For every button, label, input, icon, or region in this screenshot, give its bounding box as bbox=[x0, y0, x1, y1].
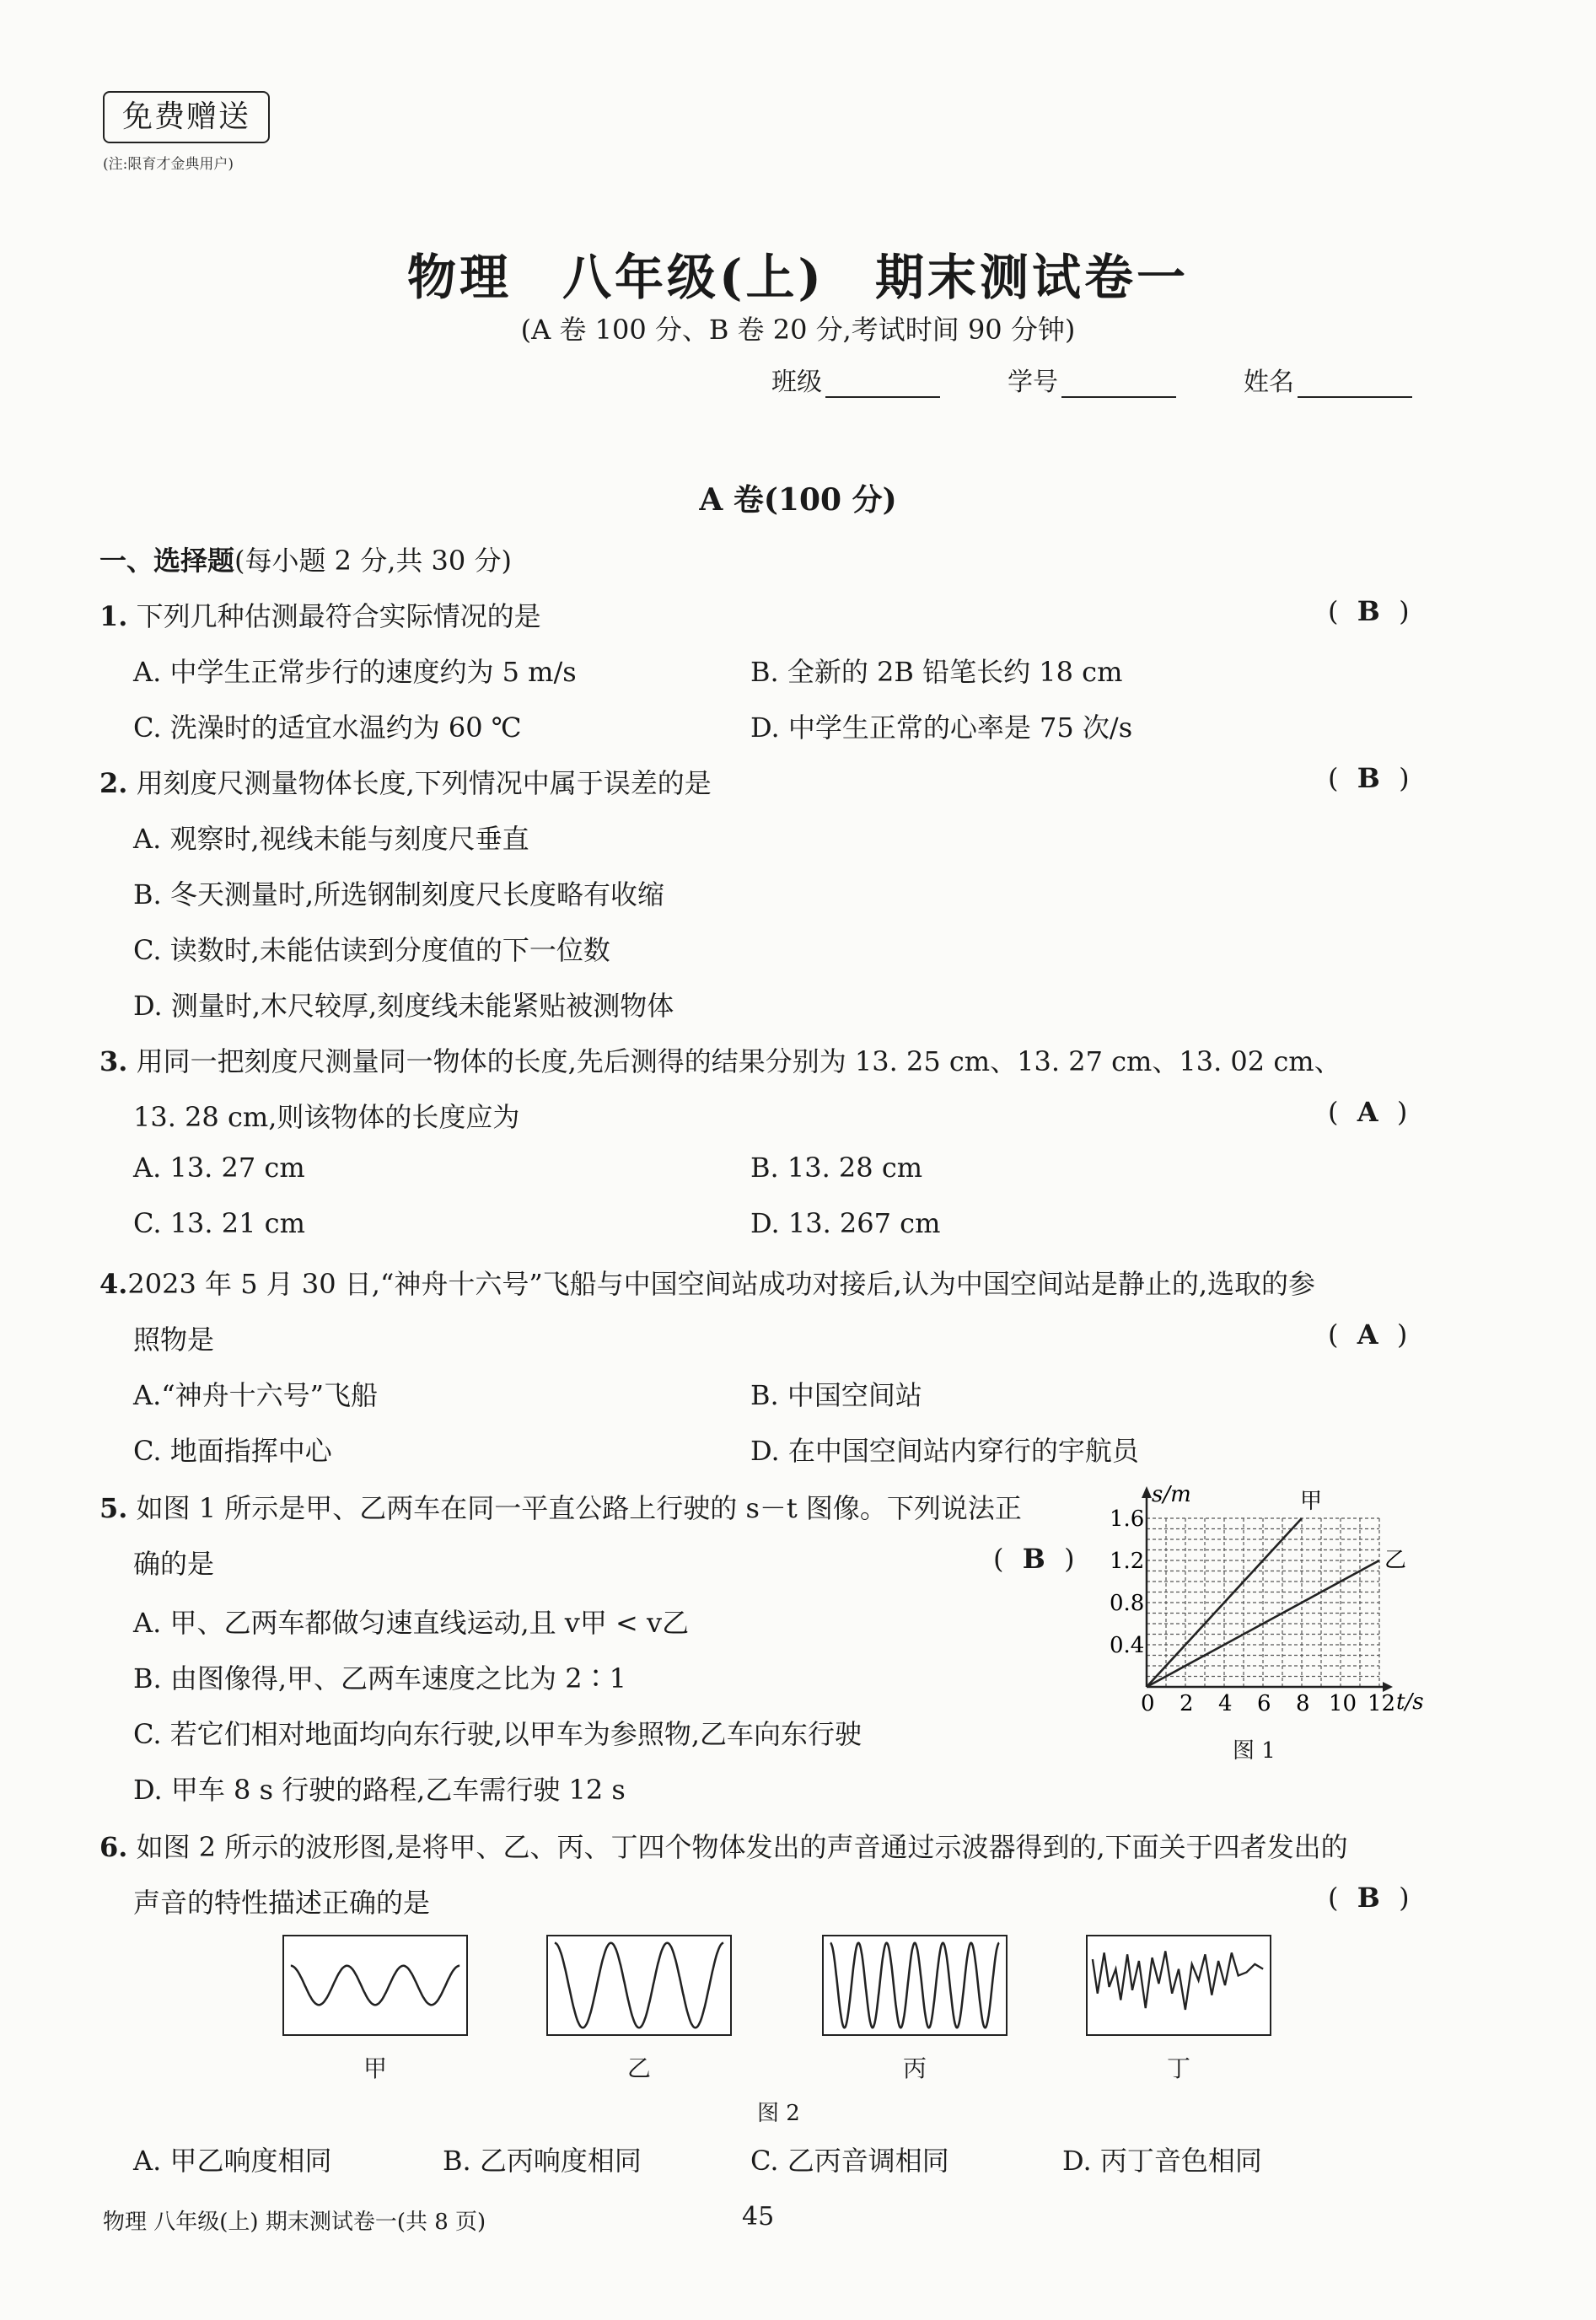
q5-num: 5. bbox=[99, 1492, 128, 1524]
q6-option-a: A. 甲乙响度相同 bbox=[133, 2145, 332, 2177]
q4-text: 2023 年 5 月 30 日,“神舟十六号”飞船与中国空间站成功对接后,认为中国空间站是静止的,选取的参 bbox=[127, 1268, 1316, 1300]
y-axis-label: s/m bbox=[1152, 1482, 1191, 1507]
q3-answer bbox=[1328, 1096, 1407, 1128]
id-blank bbox=[1061, 373, 1176, 398]
q3-text: 用同一把刻度尺测量同一物体的长度,先后测得的结果分别为 13. 25 cm、13. 27 cm、13. 02 cm、 bbox=[136, 1045, 1341, 1077]
q5-stem bbox=[99, 1487, 1022, 1526]
page-title bbox=[0, 238, 1596, 309]
q2-option-b: B. 冬天测量时,所选钢制刻度尺长度略有收缩 bbox=[133, 878, 665, 910]
q6-option-b: B. 乙丙响度相同 bbox=[443, 2145, 642, 2177]
y-tick-label: 0.8 bbox=[1110, 1591, 1145, 1616]
q2-stem bbox=[99, 762, 712, 801]
class-blank bbox=[825, 373, 940, 398]
q6-text: 如图 2 所示的波形图,是将甲、乙、丙、丁四个物体发出的声音通过示波器得到的,下面关于四者发出的 bbox=[136, 1831, 1348, 1863]
q1-option-b: B. 全新的 2B 铅笔长约 18 cm bbox=[750, 656, 1123, 688]
q3-option-c: C. 13. 21 cm bbox=[133, 1207, 305, 1239]
q4-answer-letter: A bbox=[1357, 1318, 1378, 1351]
q2-answer bbox=[1328, 762, 1410, 794]
section-a-heading: A 卷(100 分) bbox=[699, 482, 897, 518]
part1-heading bbox=[99, 540, 512, 578]
q3-answer-letter: A bbox=[1357, 1096, 1378, 1128]
q1-num: 1. bbox=[99, 600, 128, 632]
q5-option-a: A. 甲、乙两车都做匀速直线运动,且 v甲 < v乙 bbox=[133, 1607, 690, 1639]
paren-open: ( bbox=[1328, 595, 1339, 627]
figure1-grid bbox=[1147, 1518, 1379, 1687]
title-subject: 物理 bbox=[407, 249, 513, 306]
q5-option-c: C. 若它们相对地面均向东行驶,以甲车为参照物,乙车向东行驶 bbox=[133, 1718, 862, 1750]
q6-option-d: D. 丙丁音色相同 bbox=[1062, 2145, 1262, 2177]
x-tick-label: 4 bbox=[1218, 1691, 1233, 1716]
q3-stem-line2: 13. 28 cm,则该物体的长度应为 bbox=[133, 1101, 520, 1133]
q1-text: 下列几种估测最符合实际情况的是 bbox=[136, 600, 541, 632]
paren-open: ( bbox=[1328, 1318, 1339, 1351]
y-tick-label: 0.4 bbox=[1110, 1633, 1145, 1658]
page-number: 45 bbox=[742, 2202, 775, 2231]
q6-answer-letter: B bbox=[1357, 1882, 1380, 1914]
x-axis-label: t/s bbox=[1396, 1689, 1424, 1715]
x-tick-label: 2 bbox=[1180, 1691, 1194, 1716]
page-subtitle: (A 卷 100 分、B 卷 20 分,考试时间 90 分钟) bbox=[520, 314, 1076, 346]
q1-option-c: C. 洗澡时的适宜水温约为 60 ℃ bbox=[133, 712, 522, 744]
waveform-jia-svg bbox=[284, 1936, 466, 2034]
paren-close: ) bbox=[1396, 1096, 1408, 1128]
part1-num: 一、选择题 bbox=[99, 545, 235, 577]
q2-num: 2. bbox=[99, 767, 128, 799]
q1-stem bbox=[99, 595, 541, 634]
waveform-ding-svg bbox=[1088, 1936, 1270, 2034]
id-field bbox=[1008, 361, 1176, 398]
paren-close: ) bbox=[1064, 1543, 1075, 1575]
figure1-chart bbox=[1096, 1480, 1433, 1766]
paren-open: ( bbox=[1328, 762, 1339, 794]
q4-num: 4. bbox=[99, 1268, 128, 1300]
q1-answer-letter: B bbox=[1357, 595, 1380, 627]
waveform-yi-svg bbox=[548, 1936, 730, 2034]
name-blank bbox=[1298, 373, 1412, 398]
x-tick-label: 0 bbox=[1141, 1691, 1155, 1716]
waveform-yi bbox=[546, 1935, 732, 2036]
q5-option-d: D. 甲车 8 s 行驶的路程,乙车需行驶 12 s bbox=[133, 1774, 626, 1806]
y-tick-label: 1.6 bbox=[1110, 1506, 1145, 1532]
q3-option-b: B. 13. 28 cm bbox=[750, 1152, 923, 1184]
q6-option-c: C. 乙丙音调相同 bbox=[750, 2145, 949, 2177]
title-grade: 八年级(上) bbox=[562, 249, 825, 306]
q3-num: 3. bbox=[99, 1045, 128, 1077]
waveform-trace bbox=[555, 1943, 723, 2028]
waveform-bing bbox=[822, 1935, 1008, 2036]
q5-stem-line2: 确的是 bbox=[133, 1548, 215, 1580]
q3-option-a: A. 13. 27 cm bbox=[133, 1152, 305, 1184]
name-field bbox=[1244, 361, 1412, 398]
waveform-label-ding: 丁 bbox=[1166, 2054, 1190, 2082]
figure2-caption: 图 2 bbox=[757, 2101, 800, 2126]
q5-text: 如图 1 所示是甲、乙两车在同一平直公路上行驶的 s－t 图像。下列说法正 bbox=[136, 1492, 1022, 1524]
x-tick-label: 10 bbox=[1329, 1691, 1357, 1716]
waveform-label-jia: 甲 bbox=[363, 2054, 387, 2082]
paren-open: ( bbox=[1328, 1882, 1339, 1914]
figure1-svg bbox=[1096, 1480, 1433, 1766]
x-tick-label: 12 bbox=[1368, 1691, 1396, 1716]
waveform-trace bbox=[830, 1943, 999, 2028]
id-label: 学号 bbox=[1008, 368, 1058, 397]
paren-open: ( bbox=[993, 1543, 1004, 1575]
q3-option-d: D. 13. 267 cm bbox=[750, 1207, 941, 1239]
waveform-jia bbox=[282, 1935, 468, 2036]
x-tick-label: 6 bbox=[1257, 1691, 1271, 1716]
q5-answer-letter: B bbox=[1022, 1543, 1045, 1575]
q1-option-d: D. 中学生正常的心率是 75 次/s bbox=[750, 712, 1133, 744]
waveform-label-bing: 丙 bbox=[902, 2054, 927, 2082]
paren-close: ) bbox=[1399, 762, 1410, 794]
q1-answer bbox=[1328, 595, 1410, 627]
y-axis-arrow bbox=[1142, 1486, 1152, 1498]
q4-stem bbox=[99, 1263, 1315, 1302]
q2-text: 用刻度尺测量物体长度,下列情况中属于误差的是 bbox=[136, 767, 712, 799]
q6-answer bbox=[1328, 1882, 1410, 1914]
part1-desc: (每小题 2 分,共 30 分) bbox=[234, 545, 512, 577]
name-label: 姓名 bbox=[1244, 368, 1294, 397]
title-exam: 期末测试卷一 bbox=[874, 249, 1189, 306]
q2-option-a: A. 观察时,视线未能与刻度尺垂直 bbox=[133, 823, 529, 855]
q4-stem-line2: 照物是 bbox=[133, 1324, 215, 1356]
line-a-label: 甲 bbox=[1300, 1489, 1323, 1514]
promo-note: (注:限育才金典用户) bbox=[103, 156, 234, 173]
class-label: 班级 bbox=[771, 368, 822, 397]
q3-stem bbox=[99, 1040, 1341, 1079]
q2-option-d: D. 测量时,木尺较厚,刻度线未能紧贴被测物体 bbox=[133, 990, 674, 1022]
line-b-label: 乙 bbox=[1384, 1548, 1407, 1573]
paren-open: ( bbox=[1328, 1096, 1339, 1128]
waveform-label-yi: 乙 bbox=[626, 2054, 651, 2082]
paren-close: ) bbox=[1399, 1882, 1410, 1914]
q5-option-b: B. 由图像得,甲、乙两车速度之比为 2∶1 bbox=[133, 1662, 626, 1694]
x-tick-label: 8 bbox=[1296, 1691, 1310, 1716]
figure1-caption: 图 1 bbox=[1233, 1738, 1276, 1764]
q2-option-c: C. 读数时,未能估读到分度值的下一位数 bbox=[133, 934, 610, 966]
waveform-trace bbox=[291, 1966, 459, 2005]
q4-option-a: A.“神舟十六号”飞船 bbox=[133, 1379, 379, 1411]
q2-answer-letter: B bbox=[1357, 762, 1380, 794]
q4-option-c: C. 地面指挥中心 bbox=[133, 1435, 332, 1467]
class-field bbox=[771, 361, 940, 398]
q4-option-d: D. 在中国空间站内穿行的宇航员 bbox=[750, 1435, 1139, 1467]
q6-stem bbox=[99, 1826, 1348, 1865]
q1-option-a: A. 中学生正常步行的速度约为 5 m/s bbox=[133, 656, 577, 688]
paren-close: ) bbox=[1396, 1318, 1408, 1351]
footer-text: 物理 八年级(上) 期末测试卷一(共 8 页) bbox=[103, 2210, 486, 2235]
paren-close: ) bbox=[1399, 595, 1410, 627]
waveform-trace bbox=[1093, 1951, 1263, 2010]
waveform-ding bbox=[1086, 1935, 1271, 2036]
y-tick-label: 1.2 bbox=[1110, 1549, 1145, 1574]
waveform-bing-svg bbox=[824, 1936, 1006, 2034]
q5-answer bbox=[993, 1543, 1075, 1575]
q6-num: 6. bbox=[99, 1831, 128, 1863]
q4-answer bbox=[1328, 1318, 1407, 1351]
q6-stem-line2: 声音的特性描述正确的是 bbox=[133, 1887, 431, 1919]
q4-option-b: B. 中国空间站 bbox=[750, 1379, 922, 1411]
promo-badge: 免费赠送 bbox=[103, 91, 270, 143]
